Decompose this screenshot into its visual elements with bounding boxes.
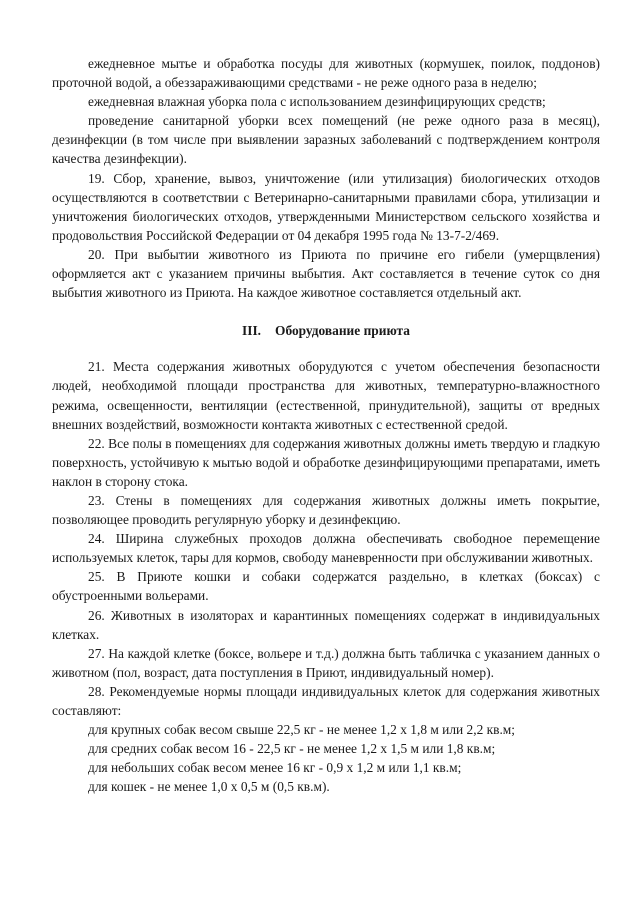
- paragraph-floor-cleaning: ежедневная влажная уборка пола с использованием дезинфицирующих средств;: [88, 94, 546, 110]
- paragraph-sanitary-cleaning: проведение санитарной уборки всех помещений (не реже одного раза в месяц), дезинфекции (в том числе при выявлении заразных заболеваний с подтверждением контроля качества дезинфекции).: [52, 113, 600, 167]
- paragraph-19-waste: 19. Сбор, хранение, вывоз, уничтожение (или утилизация) биологических отходов осуществляются в соответствии с Ветеринарно-санитарными правилами сбора, утилизации и уничтожения биологических отходов, утвержденными Министерством сельского хозяйства и продовольствия Российской Федерации от 04 декабря 1995 года № 13-7-2/469.: [52, 170, 600, 243]
- section-title: Оборудование приюта: [275, 323, 410, 339]
- paragraph-24-passages: 24. Ширина служебных проходов должна обеспечивать свободное перемещение используемых клеток, тары для кормов, свободу маневренности при обслуживании животных.: [52, 531, 600, 566]
- list-item: для средних собак весом 16 - 22,5 кг - не менее 1,2 х 1,5 м или 1,8 кв.м;: [88, 741, 496, 757]
- list-item: для крупных собак весом свыше 22,5 кг - не менее 1,2 х 1,8 м или 2,2 кв.м;: [88, 722, 515, 738]
- paragraph-21-places: 21. Места содержания животных оборудуются с учетом обеспечения безопасности людей, необходимой площади пространства для животных, температурно-влажностного режима, освещенности, вентиляции (естественной, принудительной), защиты от вредных внешних воздействий, возможности контакта животных с естественной средой.: [52, 359, 600, 432]
- section-number: III.: [242, 323, 262, 339]
- list-item: для небольших собак весом менее 16 кг - 0,9 х 1,2 м или 1,1 кв.м;: [88, 760, 462, 776]
- paragraph-dish-washing: ежедневное мытье и обработка посуды для животных (кормушек, поилок, поддонов) проточной водой, а обеззараживающими средствами - не реже одного раза в неделю;: [52, 56, 600, 91]
- norms-list: [52, 720, 600, 796]
- list-item: для кошек - не менее 1,0 х 0,5 м (0,5 кв.м).: [88, 779, 330, 795]
- paragraph-28-norms: 28. Рекомендуемые нормы площади индивидуальных клеток для содержания животных составляют:: [52, 683, 600, 718]
- section-heading: [52, 321, 600, 340]
- paragraph-26-isolators: 26. Животных в изоляторах и карантинных помещениях содержат в индивидуальных клетках.: [52, 607, 600, 642]
- paragraph-23-walls: 23. Стены в помещениях для содержания животных должны иметь покрытие, позволяющее проводить регулярную уборку и дезинфекцию.: [52, 492, 600, 528]
- paragraph-27-plate: 27. На каждой клетке (боксе, вольере и т.д.) должна быть табличка с указанием данных о животном (пол, возраст, дата поступления в Приют, индивидуальный номер).: [52, 645, 600, 680]
- paragraph-20-disposal-act: 20. При выбытии животного из Приюта по причине его гибели (умерщвления) оформляется акт с указанием причины выбытия. Акт составляется в течение суток со дня выбытия животного из Приюта. На каждое животное составляется отдельный акт.: [52, 246, 600, 301]
- paragraph-25-cats-dogs: 25. В Приюте кошки и собаки содержатся раздельно, в клетках (боксах) с обустроенными вольерами.: [52, 569, 600, 604]
- paragraph-22-floors: 22. Все полы в помещениях для содержания животных должны иметь твердую и гладкую поверхность, устойчивую к мытью водой и обработке дезинфицирующими препаратами, иметь наклон в сторону стока.: [52, 435, 600, 489]
- document-page: [52, 54, 600, 796]
